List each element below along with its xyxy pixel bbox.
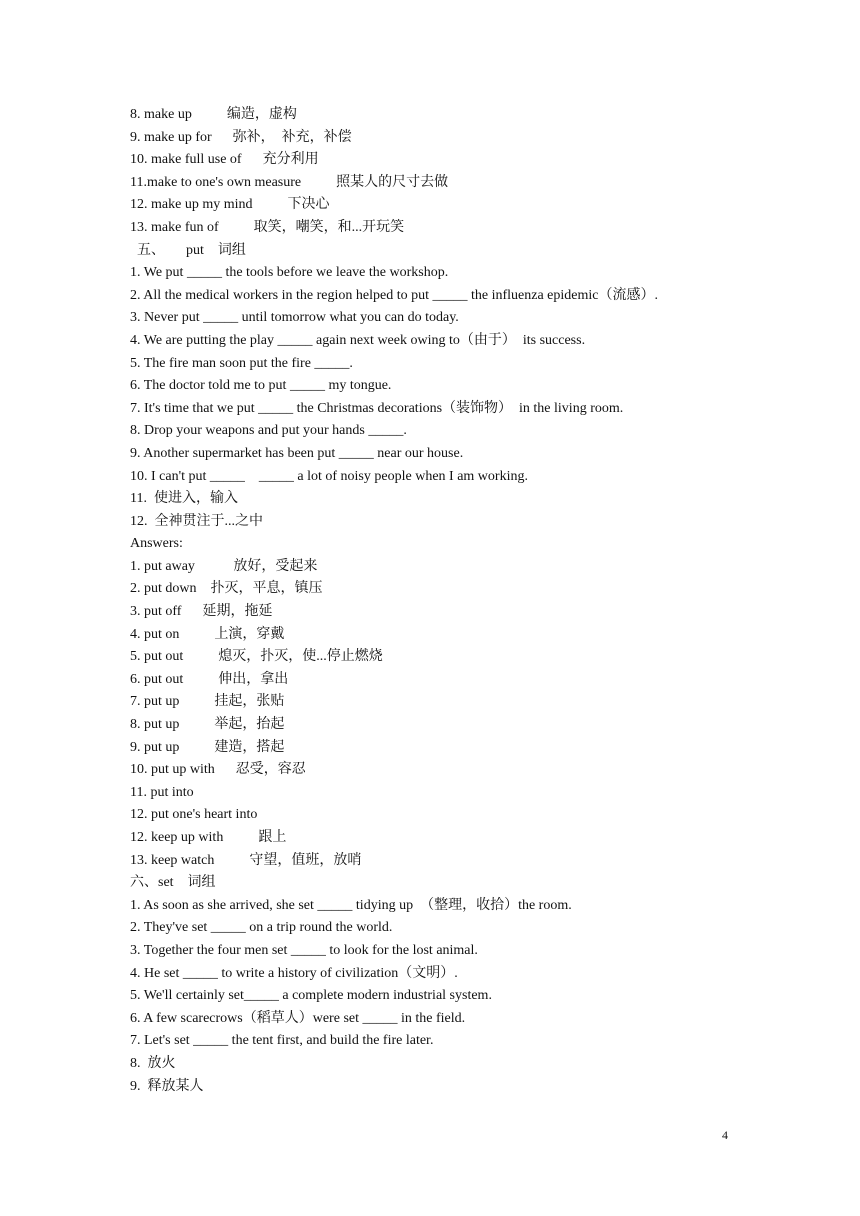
text-line: 2. put down 扑灭，平息，镇压: [130, 581, 323, 597]
text-line: 5. We'll certainly set_____ a complete modern industrial system.: [130, 988, 492, 1004]
text-line: 五、 put 词组: [130, 242, 246, 258]
text-line: 8. Drop your weapons and put your hands _____.: [130, 423, 407, 439]
text-line: 13. keep watch 守望，值班，放哨: [130, 852, 362, 868]
text-line: 六、set 词组: [130, 875, 216, 891]
text-line: 5. The fire man soon put the fire _____.: [130, 355, 353, 371]
text-line: 9. put up 建造，搭起: [130, 739, 285, 755]
text-line: 13. make fun of 取笑，嘲笑，和...开玩笑: [130, 219, 405, 235]
text-line: 11. 使进入，输入: [130, 491, 238, 507]
text-line: 1. put away 放好，受起来: [130, 558, 318, 574]
text-line: 3. put off 延期，拖延: [130, 604, 273, 620]
text-line: 11. put into: [130, 784, 194, 800]
text-line: 3. Together the four men set _____ to look for the lost animal.: [130, 942, 478, 958]
text-line: 4. We are putting the play _____ again next week owing to（由于） its success.: [130, 332, 586, 348]
text-line: Answers:: [130, 536, 183, 552]
text-line: 10. make full use of 充分利用: [130, 152, 319, 168]
page-content: [130, 104, 770, 1098]
text-line: 9. make up for 弥补， 补充，补偿: [130, 129, 352, 145]
text-line: 10. I can't put _____ _____ a lot of noisy people when I am working.: [130, 468, 528, 484]
text-line: 2. All the medical workers in the region helped to put _____ the influenza epidemic（流感）.: [130, 287, 658, 303]
text-line: 8. make up 编造，虚构: [130, 107, 297, 122]
text-line: 12. make up my mind 下决心: [130, 197, 330, 213]
text-line: 7. put up 挂起，张贴: [130, 694, 285, 710]
text-line: 6. put out 伸出，拿出: [130, 671, 289, 687]
text-line: 4. He set _____ to write a history of civilization（文明）.: [130, 965, 458, 981]
text-line: 12. put one's heart into: [130, 807, 258, 823]
text-line: 8. 放火: [130, 1055, 176, 1071]
text-line: 3. Never put _____ until tomorrow what you can do today.: [130, 310, 459, 326]
page-number: 4: [722, 1128, 728, 1142]
text-line: 10. put up with 忍受，容忍: [130, 762, 306, 778]
text-line: 2. They've set _____ on a trip round the world.: [130, 920, 393, 936]
text-line: 12. 全神贯注于...之中: [130, 513, 263, 529]
text-line: 1. We put _____ the tools before we leave the workshop.: [130, 265, 449, 281]
text-line: 7. It's time that we put _____ the Christmas decorations（装饰物） in the living room.: [130, 400, 624, 416]
text-line: 7. Let's set _____ the tent first, and build the fire later.: [130, 1033, 434, 1049]
text-line: 12. keep up with 跟上: [130, 830, 287, 845]
text-line: 6. The doctor told me to put _____ my tongue.: [130, 378, 392, 394]
text-line: 8. put up 举起，抬起: [130, 717, 285, 733]
text-line: 4. put on 上演，穿戴: [130, 626, 285, 642]
text-line: 5. put out 熄灭，扑灭，使...停止燃烧: [130, 649, 383, 665]
text-line: 11.make to one's own measure 照某人的尺寸去做: [130, 174, 449, 190]
text-line: 1. As soon as she arrived, she set _____ tidying up （整理，收拾）the room.: [130, 897, 572, 913]
text-line: 6. A few scarecrows（稻草人）were set _____ in the field.: [130, 1010, 466, 1026]
text-line: 9. Another supermarket has been put _____ near our house.: [130, 445, 464, 461]
text-line: 9. 释放某人: [130, 1078, 204, 1094]
